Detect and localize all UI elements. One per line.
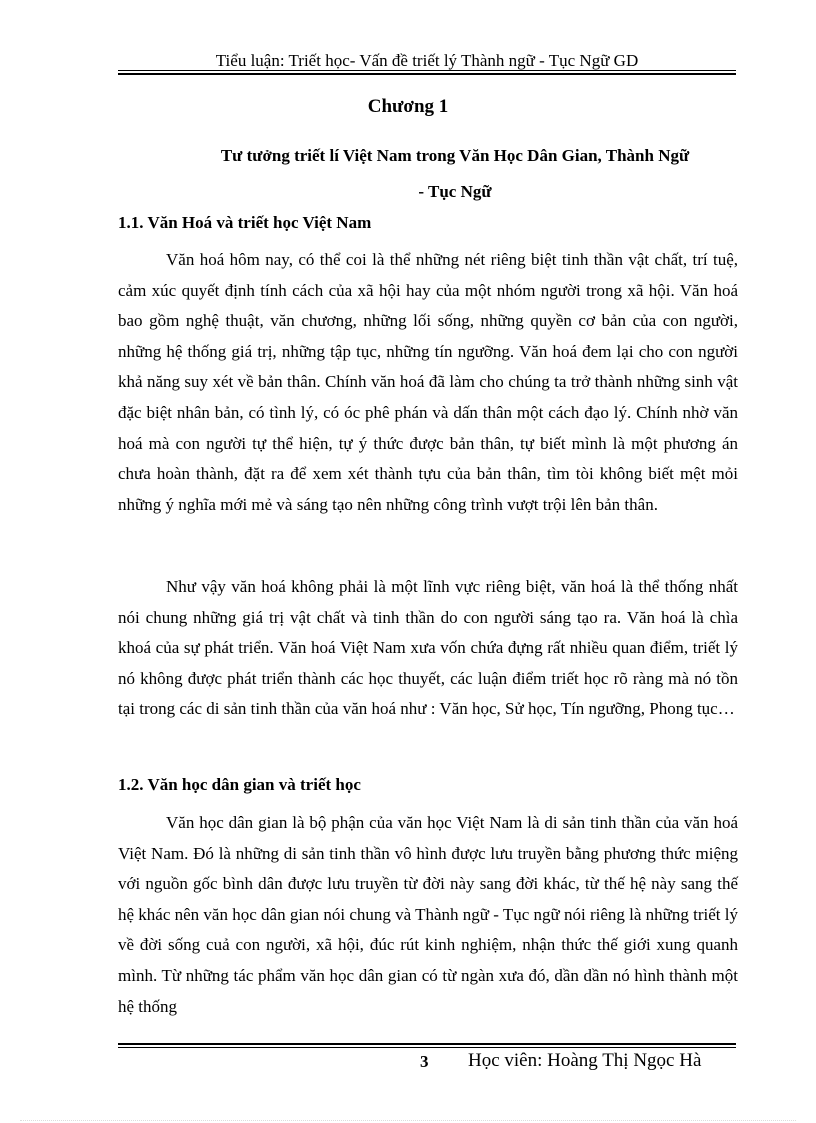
chapter-title-line-1: Tư tưởng triết lí Việt Nam trong Văn Học Dân Gian, Thành Ngữ bbox=[220, 146, 690, 165]
running-header: Tiểu luận: Triết học- Vấn đề triết lý Thành ngữ - Tục Ngữ GD bbox=[215, 51, 639, 70]
page-number: 3 bbox=[420, 1052, 429, 1071]
paragraph: Văn học dân gian là bộ phận của văn học Việt Nam là di sản tinh thần của văn hoá Việt Nam. Đó là những di sản tinh thần vô hình được lưu truyền bằng phương thức miệng với nguồn gốc bình dân được lưu truyền từ đời này sang đời khác, từ thế hệ này sang thế hệ khác nên văn học dân gian nói chung và Thành ngữ - Tục ngữ nói riêng là những triết lý về đời sống cuả con người, xã hội, đúc rút kinh nghiệm, nhận thức thế giới xung quanh mình. Từ những tác phẩm văn học dân gian có từ ngàn xưa đó, dần dần nó hình thành một hệ thống bbox=[118, 813, 738, 1016]
header-rule-thin bbox=[118, 70, 736, 71]
chapter-label: Chương 1 bbox=[367, 96, 449, 117]
paragraph: Văn hoá hôm nay, có thể coi là thể những nét riêng biệt tinh thần vật chất, trí tuệ, cảm xúc quyết định tính cách của xã hội hay của một nhóm người trong xã hội. Văn hoá bao gồm nghệ thuật, văn chương, những lối sống, những quyền cơ bản của con người, những hệ thống giá trị, những tập tục, những tín ngưỡng. Văn hoá đem lại cho con người khả năng suy xét về bản thân. Chính văn hoá đã làm cho chúng ta trở thành những sinh vật đặc biệt nhân bản, có tình lý, có óc phê phán và dấn thân một cách đạo lý. Chính nhờ văn hoá mà con người tự thể hiện, tự ý thức được bản thân, tự biết mình là một phương án chưa hoàn thành, đặt ra để xem xét thành tựu của bản thân, tìm tòi không biết mệt mỏi những ý nghĩa mới mẻ và sáng tạo nên những công trình vượt trội lên bản thân. bbox=[118, 250, 738, 514]
section-heading: 1.1. Văn Hoá và triết học Việt Nam bbox=[118, 213, 372, 232]
chapter-title-line-2: - Tục Ngữ bbox=[418, 182, 492, 201]
footer-rule-thick bbox=[118, 1043, 736, 1045]
footer-rule-thin bbox=[118, 1047, 736, 1048]
header-rule-thick bbox=[118, 73, 736, 75]
author-name: Học viên: Hoàng Thị Ngọc Hà bbox=[468, 1050, 702, 1071]
paragraph: Như vậy văn hoá không phải là một lĩnh vực riêng biệt, văn hoá là thể thống nhất nói chung những giá trị vật chất và tinh thần do con người sáng tạo ra. Văn hoá là chìa khoá của sự phát triển. Văn hoá Việt Nam xưa vốn chứa đựng rất nhiều quan điểm, triết lý nó không được phát triển thành các học thuyết, các luận điểm triết học rõ ràng mà nó tồn tại trong các di sản tinh thần của văn hoá như : Văn học, Sử học, Tín ngưỡng, Phong tục… bbox=[118, 577, 738, 719]
chapter-title bbox=[160, 138, 750, 210]
page-edge-dotted-line bbox=[20, 1120, 796, 1121]
section-heading: 1.2. Văn học dân gian và triết học bbox=[118, 775, 361, 794]
